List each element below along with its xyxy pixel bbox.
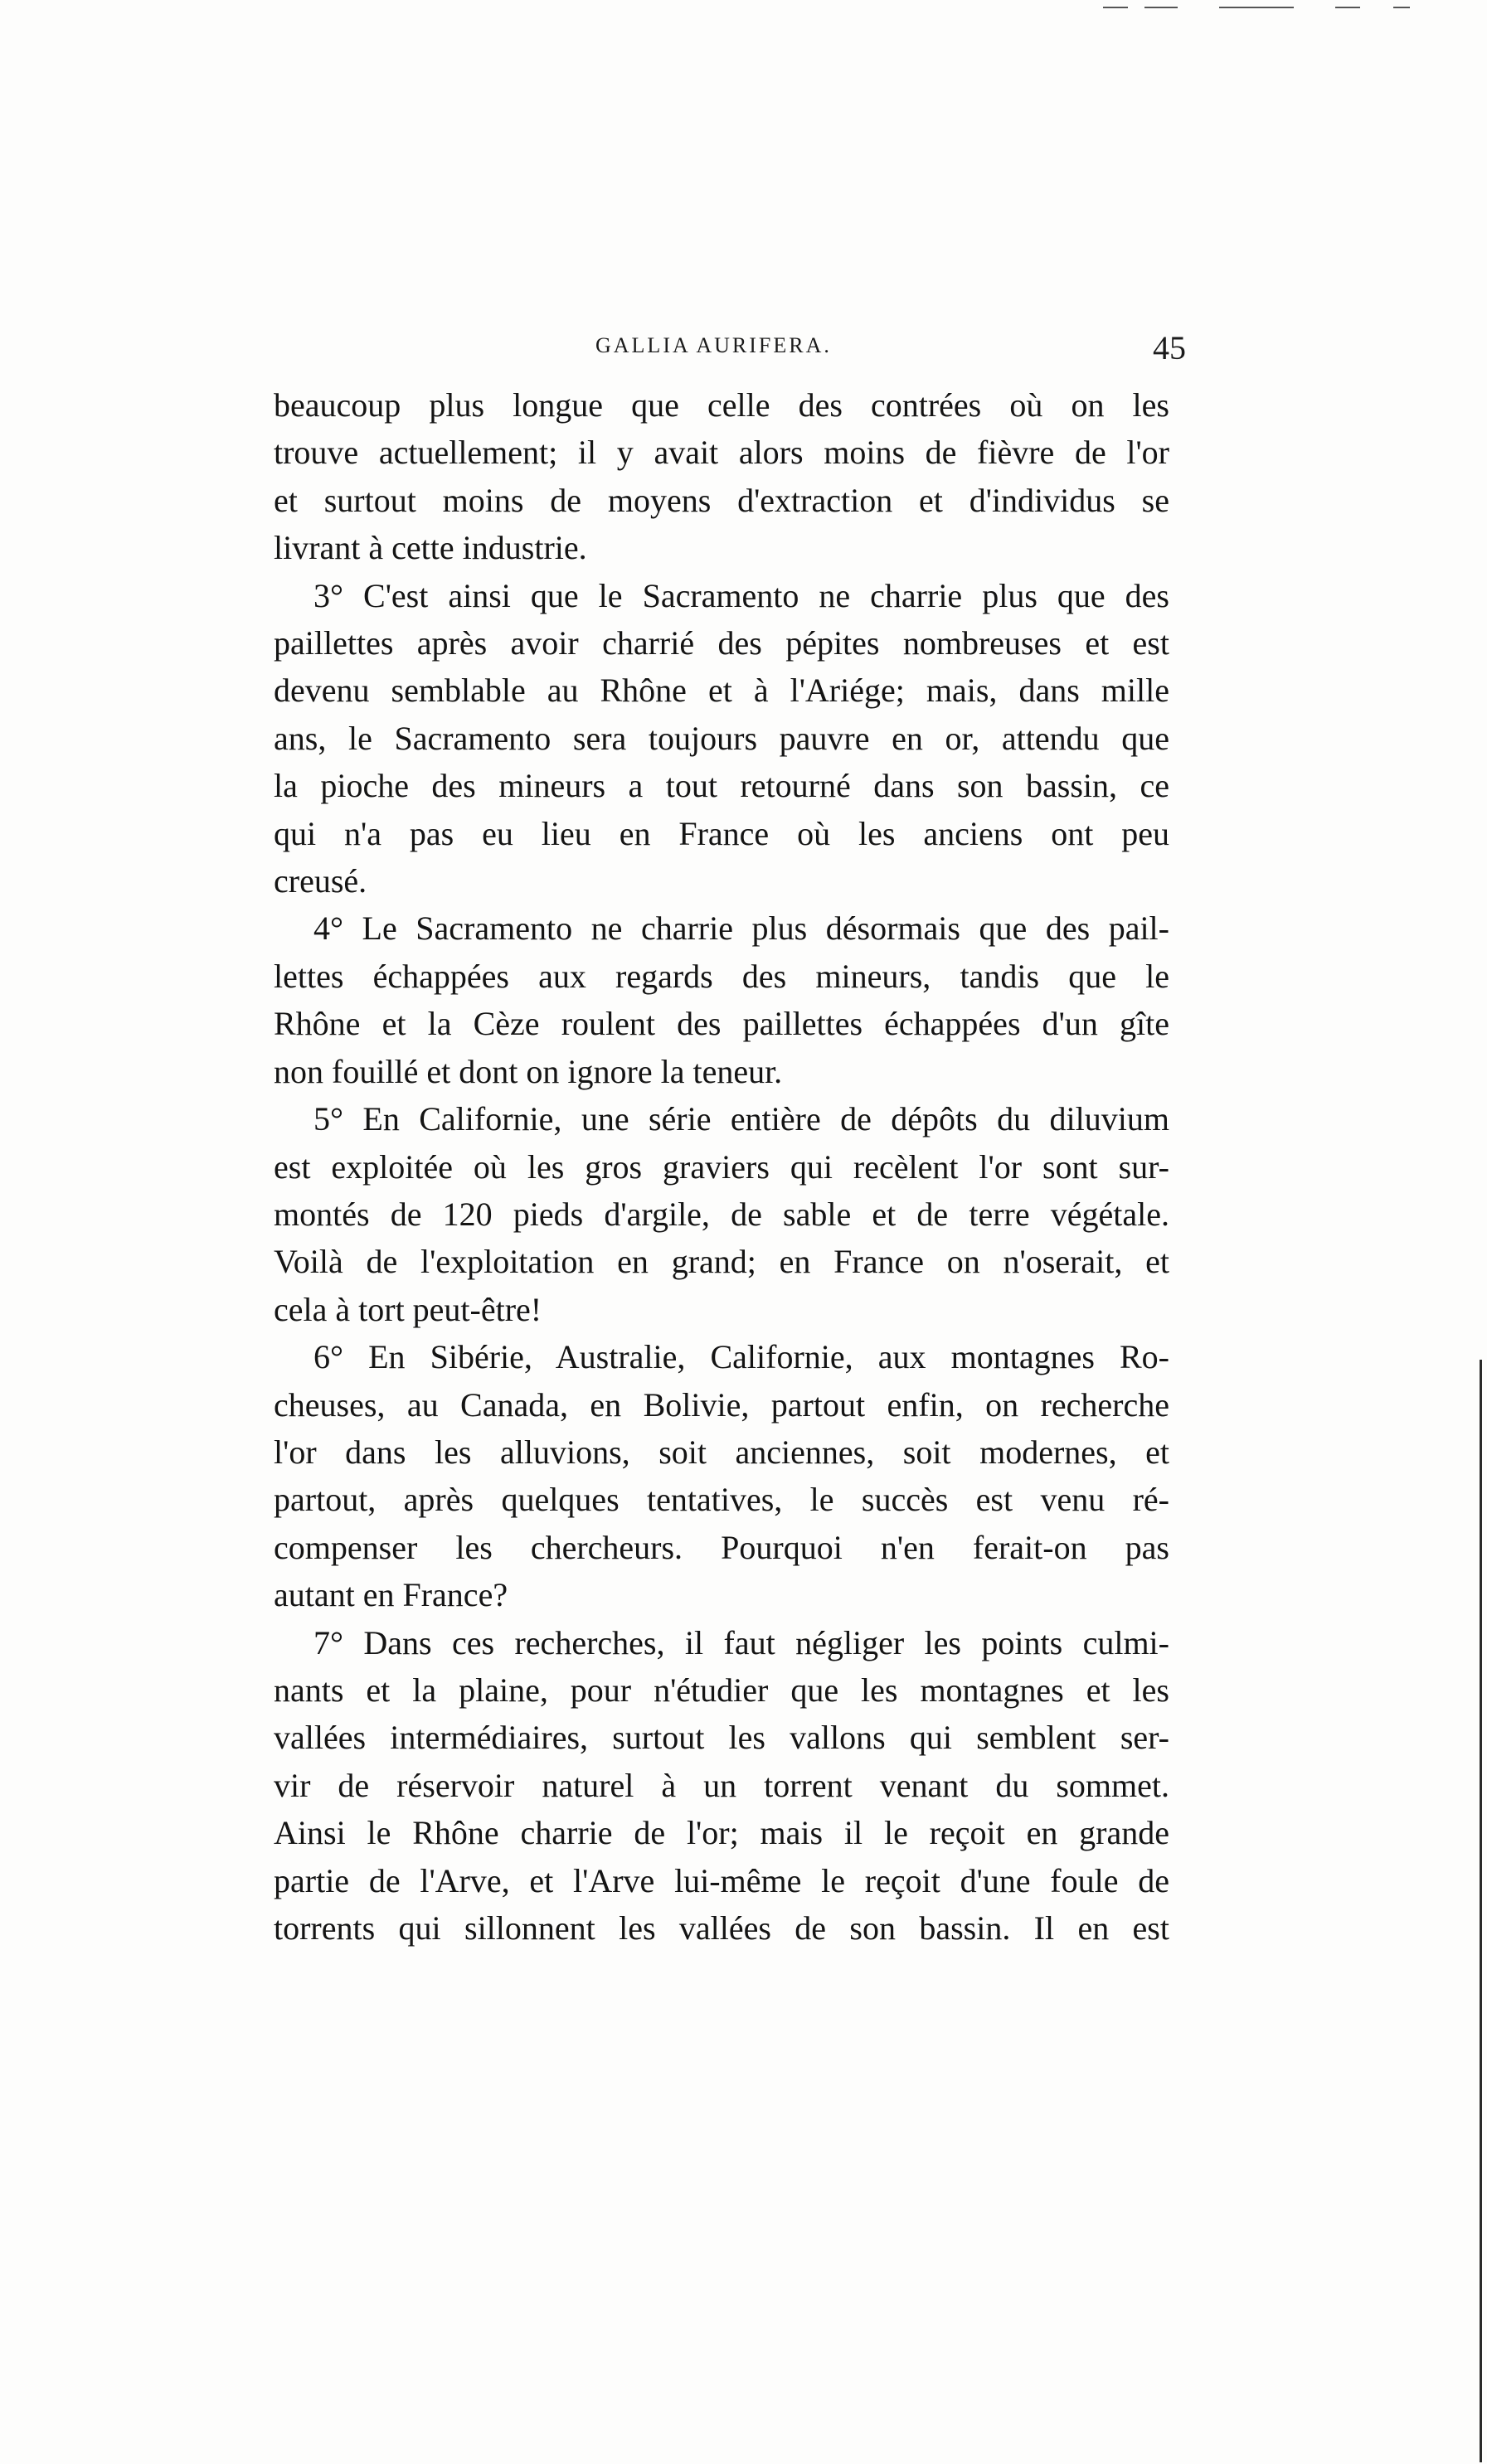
text-line: 3° C'est ainsi que le Sacramento ne charrie plus que des [313,576,1169,614]
text-line: non fouillé et dont on ignore la teneur. [274,1052,783,1090]
scan-mark [1219,7,1294,8]
text-line: torrents qui sillonnent les vallées de son bassin. Il en est [274,1909,1169,1947]
text-line: est exploitée où les gros graviers qui recèlent l'or sont sur- [274,1147,1169,1186]
scan-mark [1144,7,1178,8]
text-line: la pioche des mineurs a tout retourné dans son bassin, ce [274,767,1169,805]
page-number: 45 [1153,329,1186,366]
text-line: vir de réservoir naturel à un torrent venant du sommet. [274,1766,1169,1804]
text-line: 6° En Sibérie, Australie, Californie, aux montagnes Ro- [313,1338,1169,1376]
text-line: lettes échappées aux regards des mineurs, tandis que le [274,957,1169,995]
text-line: 4° Le Sacramento ne charrie plus désormais que des pail- [313,909,1169,948]
page-edge-line [1480,1360,1482,2462]
text-line: 5° En Californie, une série entière de dépôts du diluvium [313,1100,1169,1138]
text-line: creusé. [274,862,367,900]
text-line: beaucoup plus longue que celle des contrées où on les [274,386,1169,424]
text-line: vallées intermédiaires, surtout les vallons qui semblent ser- [274,1719,1169,1757]
text-line: cheuses, au Canada, en Bolivie, partout enfin, on recherche [274,1385,1169,1424]
text-line: livrant à cette industrie. [274,529,587,567]
text-line: trouve actuellement; il y avait alors moins de fièvre de l'or [274,434,1169,472]
text-line: l'or dans les alluvions, soit anciennes, soit modernes, et [274,1433,1169,1471]
scan-mark [1103,7,1128,8]
text-line: cela à tort peut-être! [274,1290,542,1328]
body-text [274,381,1169,1952]
text-line: partie de l'Arve, et l'Arve lui-même le reçoit d'une foule de [274,1861,1169,1899]
text-line: et surtout moins de moyens d'extraction et d'individus se [274,481,1169,519]
text-line: partout, après quelques tentatives, le succès est venu ré- [274,1481,1169,1519]
scan-mark [1335,7,1360,8]
text-line: Voilà de l'exploitation en grand; en France on n'oserait, et [274,1243,1169,1281]
text-line: montés de 120 pieds d'argile, de sable et de terre végétale. [274,1195,1169,1233]
text-line: paillettes après avoir charrié des pépites nombreuses et est [274,624,1169,662]
scan-mark [1393,7,1410,8]
text-line: nants et la plaine, pour n'étudier que les montagnes et les [274,1671,1169,1709]
text-line: Ainsi le Rhône charrie de l'or; mais il le reçoit en grande [274,1814,1169,1852]
text-line: devenu semblable au Rhône et à l'Ariége; mais, dans mille [274,672,1169,710]
text-line: 7° Dans ces recherches, il faut négliger les points culmi- [313,1623,1169,1661]
running-title: GALLIA AURIFERA. [595,333,832,357]
text-line: autant en France? [274,1576,508,1614]
text-line: compenser les chercheurs. Pourquoi n'en ferait-on pas [274,1528,1169,1566]
text-line: Rhône et la Cèze roulent des paillettes échappées d'un gîte [274,1005,1169,1043]
running-head [274,328,1186,378]
text-line: qui n'a pas eu lieu en France où les anciens ont peu [274,814,1169,852]
text-line: ans, le Sacramento sera toujours pauvre en or, attendu que [274,719,1169,757]
